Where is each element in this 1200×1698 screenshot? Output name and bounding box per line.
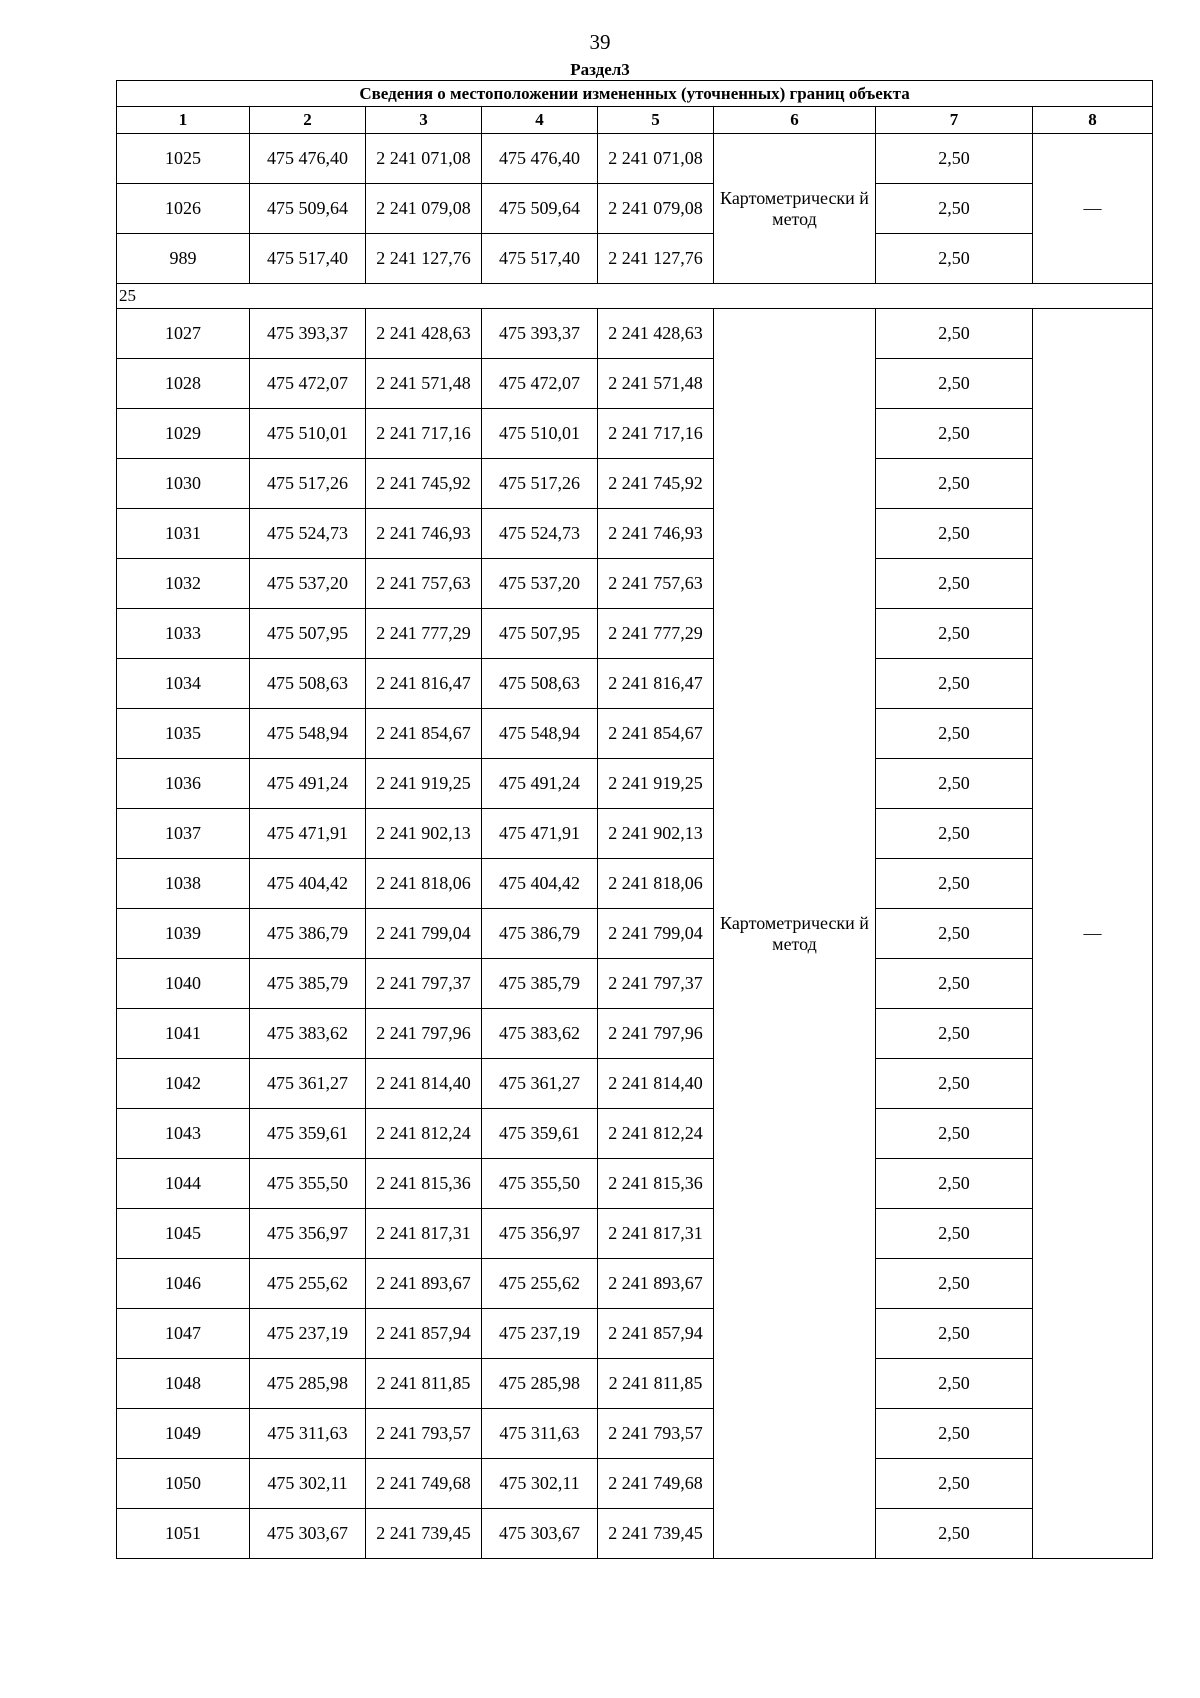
coordinate-cell: 2 241 817,31 [598, 1209, 714, 1259]
table-row [117, 359, 1153, 409]
accuracy-cell: 2,50 [876, 1309, 1033, 1359]
coordinate-cell: 2 241 079,08 [598, 184, 714, 234]
coordinate-cell: 475 404,42 [250, 859, 366, 909]
accuracy-cell: 2,50 [876, 509, 1033, 559]
column-header: 6 [714, 107, 876, 134]
coordinate-cell: 2 241 816,47 [598, 659, 714, 709]
table-row [117, 709, 1153, 759]
method-cell: Картометрически й метод [714, 309, 876, 1559]
column-header: 4 [482, 107, 598, 134]
accuracy-cell: 2,50 [876, 184, 1033, 234]
coordinate-cell: 475 537,20 [250, 559, 366, 609]
accuracy-cell: 2,50 [876, 709, 1033, 759]
coordinate-cell: 475 385,79 [250, 959, 366, 1009]
coordinate-cell: 2 241 797,37 [366, 959, 482, 1009]
accuracy-cell: 2,50 [876, 859, 1033, 909]
coordinate-cell: 2 241 797,96 [366, 1009, 482, 1059]
coordinate-cell: 2 241 857,94 [366, 1309, 482, 1359]
coordinate-cell: 475 524,73 [250, 509, 366, 559]
coordinate-cell: 475 255,62 [482, 1259, 598, 1309]
coordinate-cell: 475 361,27 [482, 1059, 598, 1109]
table-row [117, 559, 1153, 609]
note-cell: — [1033, 134, 1153, 284]
coordinate-cell: 2 241 746,93 [598, 509, 714, 559]
coordinate-cell: 475 472,07 [250, 359, 366, 409]
coordinate-cell: 2 241 071,08 [366, 134, 482, 184]
coordinate-cell: 2 241 857,94 [598, 1309, 714, 1359]
coordinate-cell: 475 302,11 [250, 1459, 366, 1509]
accuracy-cell: 2,50 [876, 959, 1033, 1009]
coordinate-cell: 2 241 127,76 [366, 234, 482, 284]
coordinate-cell: 475 285,98 [482, 1359, 598, 1409]
coordinate-cell: 475 303,67 [250, 1509, 366, 1559]
coordinate-cell: 475 285,98 [250, 1359, 366, 1409]
point-number-cell: 1044 [117, 1159, 250, 1209]
coordinate-cell: 475 359,61 [250, 1109, 366, 1159]
coordinate-cell: 475 476,40 [482, 134, 598, 184]
table-row [117, 1159, 1153, 1209]
caption-row [117, 81, 1153, 107]
coordinate-cell: 475 404,42 [482, 859, 598, 909]
coordinate-cell: 475 524,73 [482, 509, 598, 559]
coordinate-cell: 475 386,79 [482, 909, 598, 959]
coordinate-cell: 2 241 797,96 [598, 1009, 714, 1059]
table-row [117, 1309, 1153, 1359]
coordinate-cell: 2 241 814,40 [366, 1059, 482, 1109]
table-row [117, 409, 1153, 459]
point-number-cell: 1037 [117, 809, 250, 859]
accuracy-cell: 2,50 [876, 1009, 1033, 1059]
coordinate-cell: 2 241 814,40 [598, 1059, 714, 1109]
column-header: 5 [598, 107, 714, 134]
coordinate-cell: 2 241 757,63 [366, 559, 482, 609]
table-row [117, 1359, 1153, 1409]
table-row [117, 909, 1153, 959]
coordinate-cell: 475 517,26 [482, 459, 598, 509]
coordinate-cell: 475 356,97 [250, 1209, 366, 1259]
point-number-cell: 1036 [117, 759, 250, 809]
coordinate-cell: 2 241 777,29 [598, 609, 714, 659]
accuracy-cell: 2,50 [876, 359, 1033, 409]
coordinate-cell: 2 241 902,13 [366, 809, 482, 859]
table-row [117, 459, 1153, 509]
table-row [117, 1409, 1153, 1459]
accuracy-cell: 2,50 [876, 1109, 1033, 1159]
boundary-table [116, 80, 1153, 1559]
coordinate-cell: 2 241 797,37 [598, 959, 714, 1009]
coordinate-cell: 2 241 071,08 [598, 134, 714, 184]
coordinate-cell: 2 241 739,45 [366, 1509, 482, 1559]
coordinate-cell: 475 517,40 [482, 234, 598, 284]
table-row [117, 1259, 1153, 1309]
coordinate-cell: 475 255,62 [250, 1259, 366, 1309]
point-number-cell: 1032 [117, 559, 250, 609]
accuracy-cell: 2,50 [876, 1209, 1033, 1259]
coordinate-cell: 2 241 902,13 [598, 809, 714, 859]
coordinate-cell: 2 241 777,29 [366, 609, 482, 659]
coordinate-cell: 475 476,40 [250, 134, 366, 184]
coordinate-cell: 475 361,27 [250, 1059, 366, 1109]
coordinate-cell: 475 537,20 [482, 559, 598, 609]
table-row [117, 509, 1153, 559]
point-number-cell: 1047 [117, 1309, 250, 1359]
coordinate-cell: 475 237,19 [250, 1309, 366, 1359]
table-row [117, 659, 1153, 709]
table-row [117, 234, 1153, 284]
point-number-cell: 1049 [117, 1409, 250, 1459]
coordinate-cell: 475 393,37 [482, 309, 598, 359]
point-number-cell: 1050 [117, 1459, 250, 1509]
page-number: 39 [589, 30, 611, 54]
point-number-cell: 1035 [117, 709, 250, 759]
point-number-cell: 1028 [117, 359, 250, 409]
coordinate-cell: 475 509,64 [482, 184, 598, 234]
coordinate-cell: 2 241 749,68 [366, 1459, 482, 1509]
group-label: 25 [117, 284, 1153, 309]
point-number-cell: 1046 [117, 1259, 250, 1309]
accuracy-cell: 2,50 [876, 1159, 1033, 1209]
section-title: Раздел3 [570, 60, 630, 79]
accuracy-cell: 2,50 [876, 1259, 1033, 1309]
coordinate-cell: 475 517,40 [250, 234, 366, 284]
coordinate-cell: 475 386,79 [250, 909, 366, 959]
coordinate-cell: 475 237,19 [482, 1309, 598, 1359]
coordinate-cell: 2 241 815,36 [366, 1159, 482, 1209]
coordinate-cell: 475 491,24 [482, 759, 598, 809]
column-header: 1 [117, 107, 250, 134]
coordinate-cell: 2 241 818,06 [366, 859, 482, 909]
point-number-cell: 1039 [117, 909, 250, 959]
accuracy-cell: 2,50 [876, 1409, 1033, 1459]
table-row [117, 759, 1153, 809]
coordinate-cell: 475 510,01 [482, 409, 598, 459]
coordinate-cell: 2 241 854,67 [598, 709, 714, 759]
coordinate-cell: 475 508,63 [250, 659, 366, 709]
coordinate-cell: 2 241 428,63 [366, 309, 482, 359]
coordinate-cell: 2 241 127,76 [598, 234, 714, 284]
table-row [117, 959, 1153, 1009]
table-row [117, 1109, 1153, 1159]
coordinate-cell: 475 509,64 [250, 184, 366, 234]
table-row [117, 609, 1153, 659]
coordinate-cell: 475 311,63 [250, 1409, 366, 1459]
accuracy-cell: 2,50 [876, 309, 1033, 359]
coordinate-cell: 2 241 717,16 [598, 409, 714, 459]
point-number-cell: 989 [117, 234, 250, 284]
table-row [117, 1459, 1153, 1509]
coordinate-cell: 2 241 757,63 [598, 559, 714, 609]
coordinate-cell: 475 393,37 [250, 309, 366, 359]
point-number-cell: 1029 [117, 409, 250, 459]
accuracy-cell: 2,50 [876, 1459, 1033, 1509]
coordinate-cell: 475 517,26 [250, 459, 366, 509]
coordinate-cell: 475 359,61 [482, 1109, 598, 1159]
coordinate-cell: 2 241 816,47 [366, 659, 482, 709]
coordinate-cell: 475 507,95 [482, 609, 598, 659]
coordinate-cell: 2 241 817,31 [366, 1209, 482, 1259]
coordinate-cell: 475 311,63 [482, 1409, 598, 1459]
coordinate-cell: 475 548,94 [482, 709, 598, 759]
coordinate-cell: 475 383,62 [482, 1009, 598, 1059]
coordinate-cell: 2 241 571,48 [598, 359, 714, 409]
point-number-cell: 1038 [117, 859, 250, 909]
accuracy-cell: 2,50 [876, 559, 1033, 609]
point-number-cell: 1048 [117, 1359, 250, 1409]
method-cell: Картометрически й метод [714, 134, 876, 284]
column-header: 8 [1033, 107, 1153, 134]
coordinate-cell: 2 241 818,06 [598, 859, 714, 909]
accuracy-cell: 2,50 [876, 459, 1033, 509]
accuracy-cell: 2,50 [876, 1059, 1033, 1109]
coordinate-cell: 2 241 793,57 [598, 1409, 714, 1459]
coordinate-cell: 475 385,79 [482, 959, 598, 1009]
accuracy-cell: 2,50 [876, 234, 1033, 284]
point-number-cell: 1043 [117, 1109, 250, 1159]
group-label-row [117, 284, 1153, 309]
column-header: 2 [250, 107, 366, 134]
coordinate-cell: 2 241 919,25 [598, 759, 714, 809]
accuracy-cell: 2,50 [876, 409, 1033, 459]
coordinate-cell: 2 241 571,48 [366, 359, 482, 409]
table-row [117, 809, 1153, 859]
coordinate-cell: 2 241 793,57 [366, 1409, 482, 1459]
coordinate-cell: 2 241 811,85 [598, 1359, 714, 1409]
point-number-cell: 1045 [117, 1209, 250, 1259]
point-number-cell: 1041 [117, 1009, 250, 1059]
point-number-cell: 1034 [117, 659, 250, 709]
point-number-cell: 1030 [117, 459, 250, 509]
note-cell: — [1033, 309, 1153, 1559]
accuracy-cell: 2,50 [876, 809, 1033, 859]
point-number-cell: 1033 [117, 609, 250, 659]
coordinate-cell: 475 355,50 [482, 1159, 598, 1209]
point-number-cell: 1031 [117, 509, 250, 559]
coordinate-cell: 475 472,07 [482, 359, 598, 409]
table-row [117, 859, 1153, 909]
point-number-cell: 1051 [117, 1509, 250, 1559]
accuracy-cell: 2,50 [876, 609, 1033, 659]
coordinate-cell: 2 241 812,24 [366, 1109, 482, 1159]
accuracy-cell: 2,50 [876, 1509, 1033, 1559]
point-number-cell: 1026 [117, 184, 250, 234]
table-row [117, 1209, 1153, 1259]
coordinate-cell: 475 510,01 [250, 409, 366, 459]
table-row [117, 1059, 1153, 1109]
coordinate-cell: 475 356,97 [482, 1209, 598, 1259]
coordinate-cell: 2 241 812,24 [598, 1109, 714, 1159]
table-row [117, 1009, 1153, 1059]
accuracy-cell: 2,50 [876, 659, 1033, 709]
table-row [117, 184, 1153, 234]
coordinate-cell: 2 241 739,45 [598, 1509, 714, 1559]
accuracy-cell: 2,50 [876, 1359, 1033, 1409]
table-row [117, 309, 1153, 359]
table-row [117, 1509, 1153, 1559]
coordinate-cell: 475 355,50 [250, 1159, 366, 1209]
coordinate-cell: 2 241 799,04 [598, 909, 714, 959]
coordinate-cell: 475 471,91 [250, 809, 366, 859]
accuracy-cell: 2,50 [876, 134, 1033, 184]
coordinate-cell: 2 241 749,68 [598, 1459, 714, 1509]
point-number-cell: 1042 [117, 1059, 250, 1109]
coordinate-cell: 2 241 745,92 [366, 459, 482, 509]
coordinate-cell: 475 383,62 [250, 1009, 366, 1059]
coordinate-cell: 2 241 428,63 [598, 309, 714, 359]
coordinate-cell: 2 241 811,85 [366, 1359, 482, 1409]
accuracy-cell: 2,50 [876, 909, 1033, 959]
column-header: 7 [876, 107, 1033, 134]
coordinate-cell: 475 491,24 [250, 759, 366, 809]
coordinate-cell: 475 302,11 [482, 1459, 598, 1509]
coordinate-cell: 2 241 854,67 [366, 709, 482, 759]
coordinate-cell: 2 241 893,67 [598, 1259, 714, 1309]
coordinate-cell: 475 303,67 [482, 1509, 598, 1559]
coordinate-cell: 2 241 799,04 [366, 909, 482, 959]
coordinate-cell: 475 548,94 [250, 709, 366, 759]
coordinate-cell: 2 241 746,93 [366, 509, 482, 559]
table-row [117, 134, 1153, 184]
coordinate-cell: 475 507,95 [250, 609, 366, 659]
coordinate-cell: 2 241 893,67 [366, 1259, 482, 1309]
table-caption: Сведения о местоположении измененных (уточненных) границ объекта [117, 81, 1153, 107]
point-number-cell: 1027 [117, 309, 250, 359]
coordinate-cell: 2 241 919,25 [366, 759, 482, 809]
coordinate-cell: 2 241 717,16 [366, 409, 482, 459]
column-header: 3 [366, 107, 482, 134]
coordinate-cell: 2 241 745,92 [598, 459, 714, 509]
accuracy-cell: 2,50 [876, 759, 1033, 809]
coordinate-cell: 475 508,63 [482, 659, 598, 709]
coordinate-cell: 2 241 079,08 [366, 184, 482, 234]
coordinate-cell: 2 241 815,36 [598, 1159, 714, 1209]
point-number-cell: 1040 [117, 959, 250, 1009]
point-number-cell: 1025 [117, 134, 250, 184]
coordinate-cell: 475 471,91 [482, 809, 598, 859]
column-header-row [117, 107, 1153, 134]
